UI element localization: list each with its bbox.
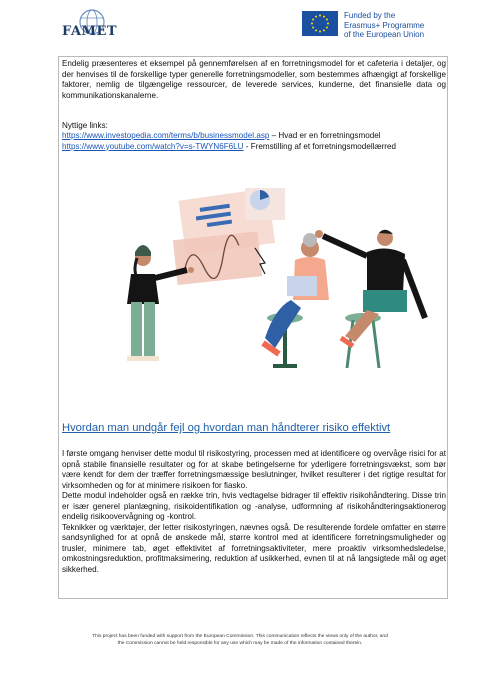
disclaimer-line: This project has been funded with support from the European Commission. This communication reflects the views only of the author, and [92, 634, 388, 639]
section-body [62, 449, 446, 575]
page-header [0, 0, 480, 48]
investopedia-link[interactable]: https://www.investopedia.com/terms/b/businessmodel.asp [62, 131, 270, 140]
link-row [62, 142, 396, 153]
youtube-link[interactable]: https://www.youtube.com/watch?v=s-TWYN6F6LU [62, 141, 244, 151]
eu-line: Erasmus+ Programme [344, 20, 425, 30]
link-row [62, 131, 381, 142]
eu-funding-label [344, 11, 464, 40]
eu-line: Funded by the [344, 11, 396, 20]
eu-flag-icon [302, 11, 338, 36]
link-description: – Hvad er en forretningsmodel [269, 131, 381, 140]
logo-text: FAMET [62, 24, 118, 39]
eu-line: of the European Union [344, 30, 425, 40]
link-description: - Fremstilling af et forretningsmodellærred [243, 141, 397, 151]
body-paragraph: Dette modul indeholder også en række trin, hvis vedtagelse bidrager til effektiv risikohåndtering. Disse trin er især generel planlægning, risikoidentifikation og -analyse, udformning af risikohåndteringsaktionerog endelig risikoovervågning og -kontrol. [62, 491, 446, 521]
links-heading: Nyttige links: [62, 121, 108, 130]
body-paragraph: Teknikker og værktøjer, der letter risikostyringen, nævnes også. De resulterende fordele omfatter en større sandsynlighed for at opnå de ønskede mål, større kontrol med at identificere forretningsmuligheder og trusler, minimere tab, øget effektivitet af forretningsaktiviteter, mere proaktiv virksomhedsledelse, omkostningsreduktion, profitmaksimering, reduktion af usikkerhed, evnen til at nå langsigtede mål og øget sikkerhed. [62, 522, 446, 574]
funding-disclaimer [40, 634, 440, 647]
disclaimer-line: the Commission cannot be held responsible for any use which may be made of the information contained therein. [117, 640, 363, 646]
body-paragraph: I første omgang henviser dette modul til risikostyring, processen med at identificere og overvåge risici for at opnå stabile finansielle resultater og for at skabe betingelserne for yderligere forretningsvækst, som bør være kendt for dem der træffer forretningsmæssige beslutninger, hvilket resulterer i det rigtige resultat for virksomheden og for at minimere risikoen for fiasko. [62, 449, 446, 490]
section-heading: Hvordan man undgår fejl og hvordan man håndterer risiko effektivt [62, 422, 391, 434]
famet-logo [62, 8, 122, 42]
business-team-illustration [105, 178, 445, 383]
intro-paragraph: Endelig præsenteres et eksempel på gennemførelsen af en forretningsmodel for et cafeteria i detaljer, og der henvises til de forskellige typer generelle forretningsmodeller, som bestemmes afhængigt af forskellige faktorer, nemlig de tilgængelige ressourcer, de leverede services, kunderne, det finansielle data og kommunikationskanalerne. [62, 59, 446, 100]
